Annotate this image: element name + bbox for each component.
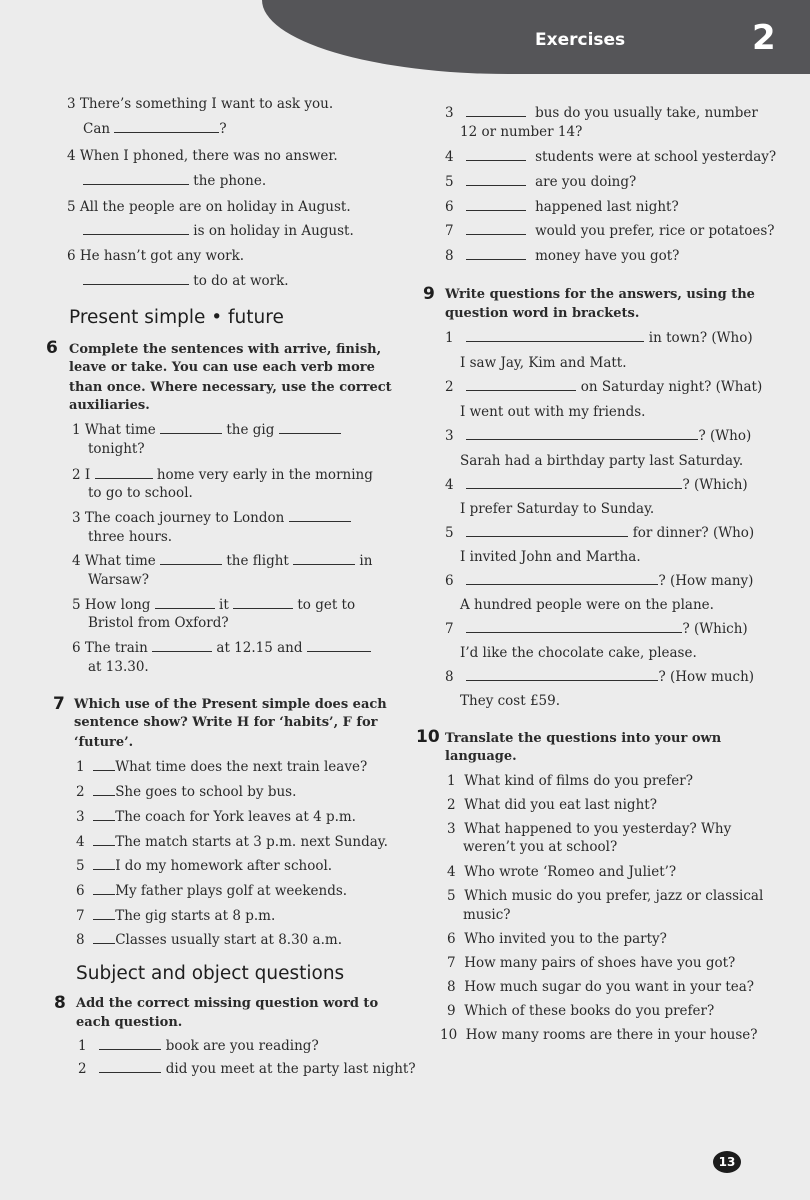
ex7-item: 2 She goes to school by bus. — [76, 784, 297, 800]
ex6-item-4-cont: Warsaw? — [88, 572, 149, 588]
ex7-item: 8 Classes usually start at 8.30 a.m. — [76, 932, 342, 948]
ex10-item: 6 Who invited you to the party? — [447, 931, 667, 947]
ex9-question-4: 4 ? (Which) — [445, 477, 748, 493]
prev-item-5-line2: is on holiday in August. — [83, 222, 354, 240]
ex10-item: 3 What happened to you yesterday? Why — [447, 821, 732, 837]
prev-item-4-line1: 4 When I phoned, there was no answer. — [67, 148, 338, 164]
exercise-6-instr-4: auxiliaries. — [69, 398, 150, 413]
ex8-item: 1 book are you reading? — [78, 1038, 319, 1054]
ex7-item: 1 What time does the next train leave? — [76, 759, 368, 775]
ex10-item: 1 What kind of films do you prefer? — [447, 773, 693, 789]
ex9-answer-4: I prefer Saturday to Sunday. — [460, 501, 655, 517]
exercise-8-instr-2: each question. — [76, 1015, 183, 1030]
ex7-item: 6 My father plays golf at weekends. — [76, 883, 348, 899]
prev-item-3-line2: Can ? — [83, 121, 227, 137]
ex6-item-6-cont: at 13.30. — [88, 659, 149, 675]
section-title-present-simple: Present simple • future — [69, 307, 284, 328]
exercise-7-instr-1: Which use of the Present simple does each — [74, 697, 387, 712]
exercise-10-instr-2: language. — [445, 749, 517, 764]
ex9-question-6: 6 ? (How many) — [445, 573, 754, 589]
ex9-answer-2: I went out with my friends. — [460, 404, 646, 420]
exercise-9-instr-1: Write questions for the answers, using the — [445, 287, 755, 302]
ex10-item: 10 How many rooms are there in your house? — [440, 1027, 758, 1043]
ex9-question-5: 5 for dinner? (Who) — [445, 525, 755, 541]
ex10-item-cont: weren’t you at school? — [463, 839, 618, 855]
exercise-6-instr-1: Complete the sentences with arrive, finish, — [69, 342, 382, 357]
ex10-item: 2 What did you eat last night? — [447, 797, 657, 813]
ex8-item: 6 happened last night? — [445, 199, 679, 215]
ex6-item-3: 3 The coach journey to London — [72, 509, 351, 527]
ex6-item-1-cont: tonight? — [88, 441, 145, 457]
exercise-6-instr-3: than once. Where necessary, use the correct — [69, 380, 392, 395]
ex7-item: 4 The match starts at 3 p.m. next Sunday. — [76, 834, 388, 850]
ex7-item: 3 The coach for York leaves at 4 p.m. — [76, 809, 356, 825]
exercise-7-number: 7 — [53, 694, 65, 714]
ex9-answer-7: I’d like the chocolate cake, please. — [460, 645, 697, 661]
ex8-item-cont: 12 or number 14? — [460, 124, 583, 140]
ex9-answer-6: A hundred people were on the plane. — [460, 597, 714, 613]
header-title: Exercises — [535, 30, 626, 50]
ex8-item: 4 students were at school yesterday? — [445, 149, 777, 165]
ex6-item-5: 5 How long it to get to — [72, 597, 356, 613]
exercise-6-number: 6 — [46, 338, 58, 358]
ex9-question-7: 7 ? (Which) — [445, 621, 748, 637]
ex10-item: 9 Which of these books do you prefer? — [447, 1003, 715, 1019]
exercise-8-number: 8 — [54, 993, 66, 1013]
ex7-item: 5 I do my homework after school. — [76, 858, 333, 874]
ex6-item-2: 2 I home very early in the morning — [72, 467, 373, 483]
ex9-question-3: 3 ? (Who) — [445, 428, 752, 444]
ex7-item: 7 The gig starts at 8 p.m. — [76, 908, 276, 924]
exercise-9-instr-2: question word in brackets. — [445, 306, 640, 321]
ex6-item-2-cont: to go to school. — [88, 485, 193, 501]
prev-item-5-line1: 5 All the people are on holiday in August. — [67, 199, 351, 215]
page-number: 13 — [713, 1151, 741, 1173]
prev-item-6-line1: 6 He hasn’t got any work. — [67, 248, 245, 264]
exercise-7-instr-3: ‘future’. — [74, 735, 134, 750]
ex9-answer-3: Sarah had a birthday party last Saturday. — [460, 453, 744, 469]
exercise-10-instr-1: Translate the questions into your own — [445, 731, 722, 746]
ex9-answer-1: I saw Jay, Kim and Matt. — [460, 355, 627, 371]
ex9-answer-8: They cost £59. — [460, 693, 560, 709]
exercise-7-instr-2: sentence show? Write H for ‘habits’, F for — [74, 715, 378, 730]
exercise-8-instr-1: Add the correct missing question word to — [76, 996, 379, 1011]
ex9-question-2: 2 on Saturday night? (What) — [445, 379, 763, 395]
ex9-answer-5: I invited John and Martha. — [460, 549, 641, 565]
ex6-item-5-cont: Bristol from Oxford? — [88, 615, 229, 631]
ex10-item-cont: music? — [463, 907, 511, 923]
prev-item-3-line1: 3 There’s something I want to ask you. — [67, 96, 334, 112]
ex6-item-4: 4 What time the flight in — [72, 553, 373, 569]
ex9-question-8: 8 ? (How much) — [445, 669, 755, 685]
prev-item-4-line2: the phone. — [83, 172, 266, 190]
ex8-item: 2 did you meet at the party last night? — [78, 1061, 416, 1077]
exercise-9-number: 9 — [423, 284, 435, 304]
unit-number: 2 — [752, 18, 776, 58]
prev-item-6-line2: to do at work. — [83, 272, 289, 290]
section-title-subject-object: Subject and object questions — [76, 963, 345, 984]
ex6-item-3-cont: three hours. — [88, 529, 173, 545]
ex10-item: 5 Which music do you prefer, jazz or classical — [447, 888, 764, 904]
exercise-10-number: 10 — [416, 727, 440, 747]
ex8-item: 3 bus do you usually take, number — [445, 105, 758, 121]
ex10-item: 8 How much sugar do you want in your tea? — [447, 979, 755, 995]
ex8-item: 7 would you prefer, rice or potatoes? — [445, 223, 775, 239]
ex10-item: 4 Who wrote ‘Romeo and Juliet’? — [447, 864, 677, 880]
ex9-question-1: 1 in town? (Who) — [445, 330, 753, 346]
ex6-item-1: 1 What time the gig — [72, 421, 341, 439]
ex8-item: 8 money have you got? — [445, 248, 680, 264]
ex10-item: 7 How many pairs of shoes have you got? — [447, 955, 736, 971]
exercise-6-instr-2: leave or take. You can use each verb more — [69, 360, 375, 375]
ex6-item-6: 6 The train at 12.15 and — [72, 639, 371, 657]
ex8-item: 5 are you doing? — [445, 174, 637, 190]
